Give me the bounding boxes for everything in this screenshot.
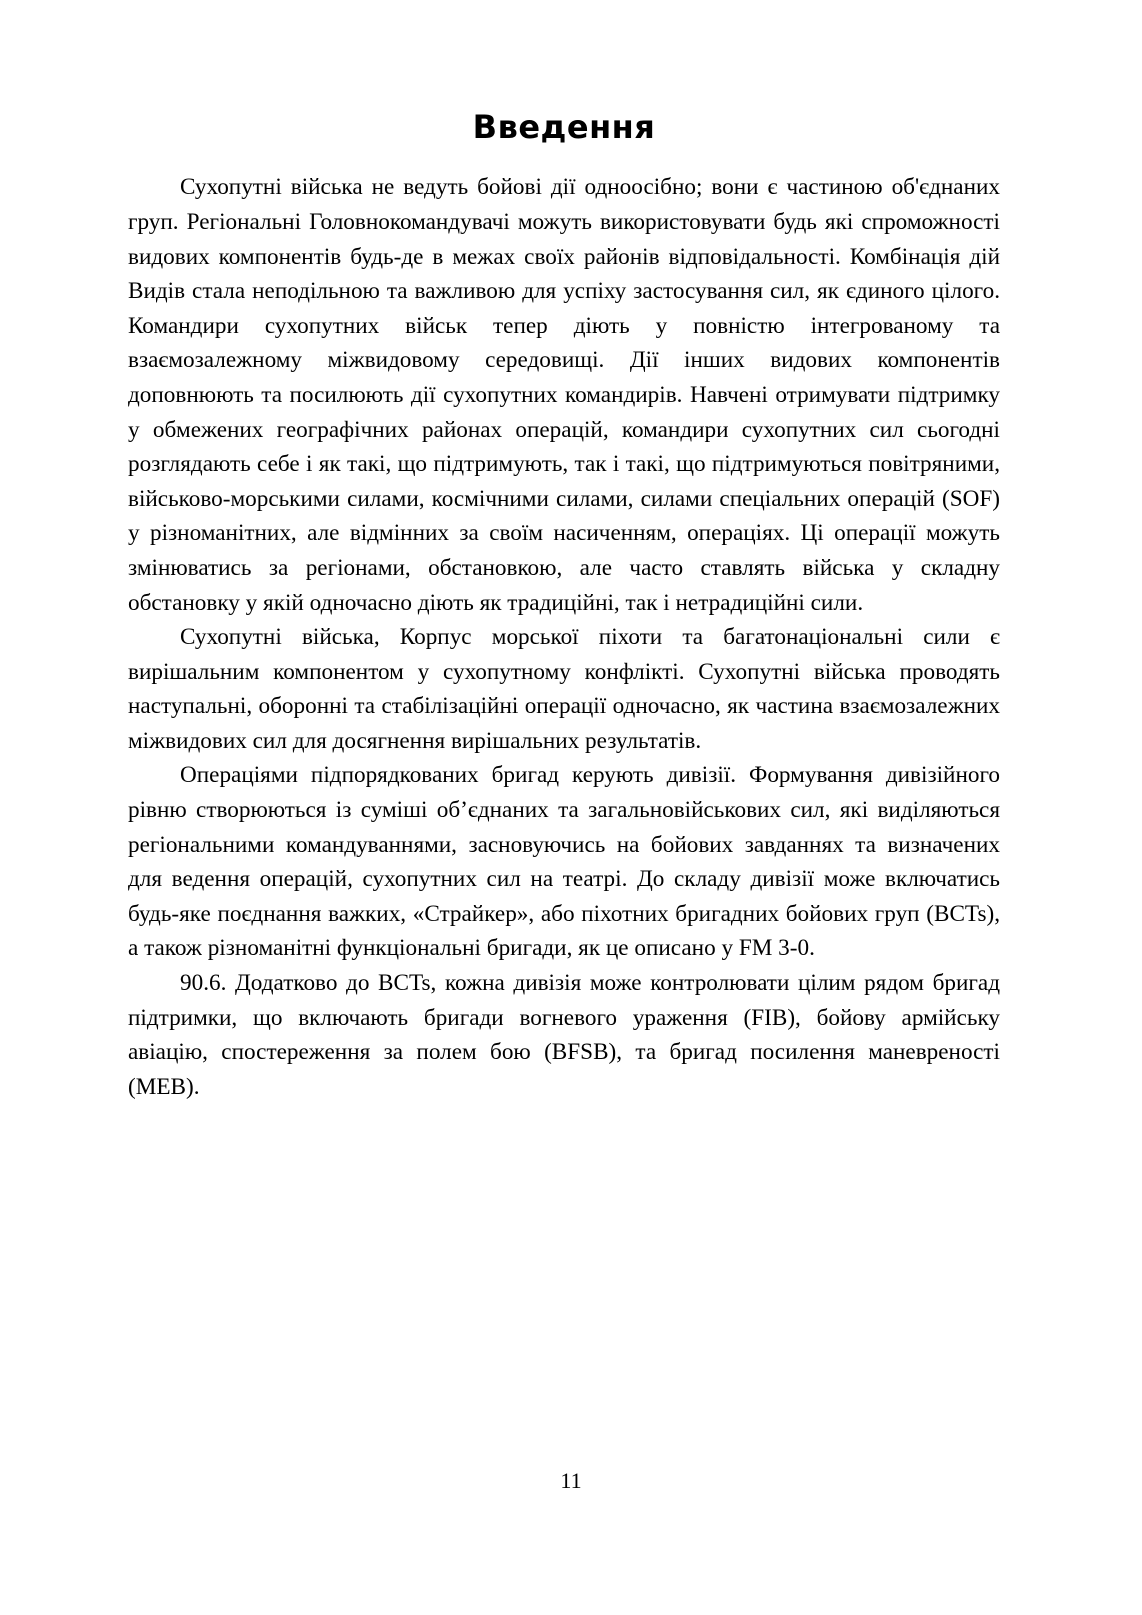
page-title: Введення [472,108,656,146]
page-number: 11 [560,1468,582,1493]
paragraph: Сухопутні війська, Корпус морської піхоти та багатонаціональні сили є вирішальним компонентом у сухопутному конфлікті. Сухопутні війська проводять наступальні, оборонні та стабілізаційні операції одночасно, як частина взаємозалежних міжвидових сил для досягнення вирішальних результатів. [128,624,1000,754]
page-content [128,0,1000,1104]
body-text [128,170,1000,1104]
paragraph: Операціями підпорядкованих бригад керують дивізії. Формування дивізійного рівню створюються із суміші об’єднаних та загальновійськових сил, які виділяються регіональними командуваннями, засновуючись на бойових завданнях та визначених для ведення операцій, сухопутних сил на театрі. До складу дивізії може включатись будь-яке поєднання важких, «Страйкер», або піхотних бригадних бойових груп (BCTs), а також різноманітні функціональні бригади, як це описано у FM 3-0. [128,762,1000,962]
paragraph: Сухопутні війська не ведуть бойові дії одноосібно; вони є частиною об'єднаних груп. Регіональні Головнокомандувачі можуть використовувати будь які спроможності видових компонентів будь-де в межах своїх районів відповідальності. Комбінація дій Видів стала неподільною та важливою для успіху застосування сил, як єдиного цілого. Командири сухопутних військ тепер діють у повністю інтегрованому та взаємозалежному міжвидовому середовищі. Дії інших видових компонентів доповнюють та посилюють дії сухопутних командирів. Навчені отримувати підтримку у обмежених географічних районах операцій, командири сухопутних сил сьогодні розглядають себе і як такі, що підтримують, так і такі, що підтримуються повітряними, військово-морськими силами, космічними силами, силами спеціальних операцій (SOF) у різноманітних, але відмінних за своїм насиченням, операціях. Ці операції можуть змінюватись за регіонами, обстановкою, але часто ставлять війська у складну обстановку у якій одночасно діють як традиційні, так і нетрадиційні сили. [128,174,1000,616]
paragraph: 90.6. Додатково до BCTs, кожна дивізія може контролювати цілим рядом бригад підтримки, що включають бригади вогневого ураження (FIB), бойову армійську авіацію, спостереження за полем бою (BFSB), та бригад посилення маневреності (MEB). [128,970,1000,1100]
